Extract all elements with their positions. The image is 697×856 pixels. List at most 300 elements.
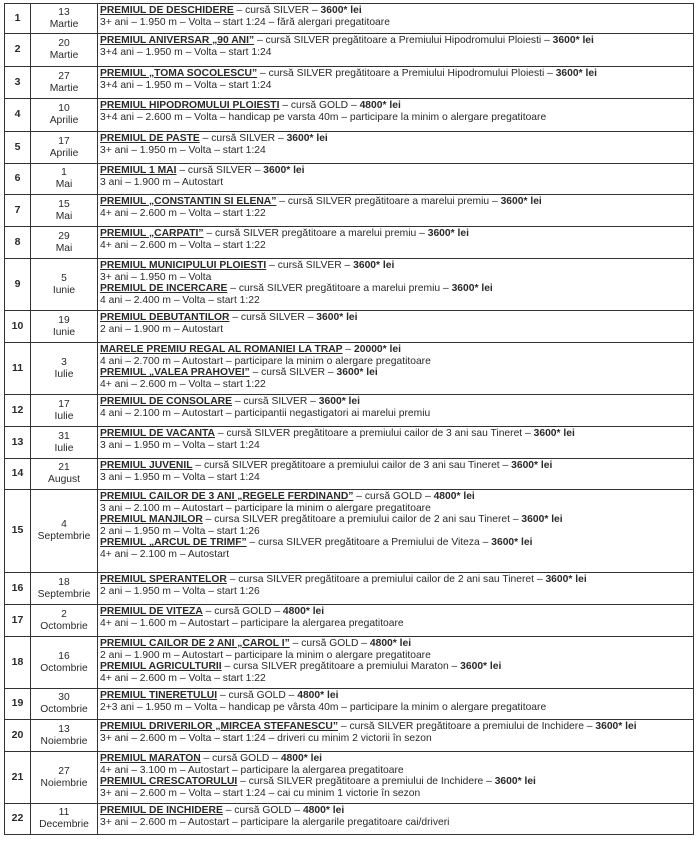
race-title: PREMIUL „ARCUL DE TRIMF” bbox=[100, 537, 247, 549]
race-details: 2+3 ani – 1.950 m – Volta – handicap pe vârsta 40m – participare la minim o alergare pregatitoare bbox=[100, 701, 547, 713]
race-number: 21 bbox=[5, 752, 31, 804]
race-date bbox=[31, 311, 98, 343]
race-day: 27 bbox=[58, 765, 70, 777]
race-date bbox=[31, 132, 98, 164]
race-line bbox=[100, 526, 691, 538]
race-line bbox=[100, 367, 691, 379]
race-title: PREMIUL DE CONSOLARE bbox=[100, 396, 232, 407]
race-line bbox=[100, 788, 691, 800]
race-title: PREMIUL MARATON bbox=[100, 753, 201, 764]
race-day: 19 bbox=[58, 314, 70, 326]
race-line bbox=[100, 80, 691, 92]
race-row bbox=[5, 689, 694, 720]
race-month: Martie bbox=[49, 18, 79, 30]
race-row bbox=[5, 752, 694, 804]
race-month: Aprilie bbox=[49, 147, 79, 159]
race-description bbox=[98, 605, 694, 637]
race-line bbox=[100, 272, 691, 284]
race-details: 3+ ani – 1.950 m – Volta – start 1:24 – fără alergari pregatitoare bbox=[100, 16, 390, 28]
race-line bbox=[100, 47, 691, 59]
race-description bbox=[98, 573, 694, 605]
race-description bbox=[98, 132, 694, 164]
race-category: – cursă GOLD – bbox=[289, 638, 370, 649]
race-category: – cursa SILVER pregătitoare a premiului Maraton – bbox=[221, 661, 461, 673]
race-number: 12 bbox=[5, 395, 31, 427]
race-title: PREMIUL DE PASTE bbox=[100, 133, 200, 144]
race-prize: 4800* lei bbox=[433, 491, 475, 502]
race-category: – bbox=[342, 344, 355, 355]
race-line bbox=[100, 344, 691, 356]
race-category: – cursă SILVER pregătitoare a marelui premiu – bbox=[227, 283, 452, 295]
race-description bbox=[98, 637, 694, 689]
race-details: 3+4 ani – 1.950 m – Volta – start 1:24 bbox=[100, 79, 272, 91]
race-month: Martie bbox=[49, 82, 79, 94]
race-description bbox=[98, 164, 694, 195]
race-description bbox=[98, 804, 694, 835]
race-number: 4 bbox=[5, 99, 31, 132]
race-category: – cursă SILVER pregătitoare a premiului de Inchidere – bbox=[237, 776, 495, 788]
race-prize: 3600* lei bbox=[545, 574, 587, 585]
race-date bbox=[31, 343, 98, 395]
race-category: – cursă SILVER pregătitoare a marelui premiu – bbox=[276, 196, 501, 207]
race-month: Mai bbox=[55, 242, 73, 254]
race-date bbox=[31, 67, 98, 99]
race-category: – cursă SILVER pregătitoare a Premiului Hipodromului Ploiesti – bbox=[257, 68, 556, 79]
race-row bbox=[5, 573, 694, 605]
race-details: 2 ani – 1.950 m – Volta – start 1:26 bbox=[100, 525, 260, 537]
race-row bbox=[5, 605, 694, 637]
race-prize: 3600* lei bbox=[595, 721, 637, 732]
race-day: 29 bbox=[58, 230, 70, 242]
race-date bbox=[31, 689, 98, 720]
race-prize: 3600* lei bbox=[555, 68, 597, 79]
race-line bbox=[100, 765, 691, 777]
race-title: PREMIUL DE INCERCARE bbox=[100, 283, 228, 295]
race-number: 9 bbox=[5, 259, 31, 311]
race-description bbox=[98, 4, 694, 34]
race-number: 13 bbox=[5, 427, 31, 459]
race-prize: 3600* lei bbox=[533, 428, 575, 439]
race-category: – cursa SILVER pregătitoare a premiului cailor de 2 ani sau Tineret – bbox=[226, 574, 546, 585]
race-row bbox=[5, 227, 694, 259]
race-line bbox=[100, 196, 691, 208]
race-line bbox=[100, 396, 691, 408]
race-line bbox=[100, 503, 691, 515]
race-category: – cursă SILVER pregătitoare a Premiului Hipodromului Ploiesti – bbox=[254, 35, 553, 46]
race-title: MARELE PREMIU REGAL AL ROMANIEI LA TRAP bbox=[100, 344, 343, 355]
race-row bbox=[5, 395, 694, 427]
race-description bbox=[98, 720, 694, 752]
race-description bbox=[98, 67, 694, 99]
race-date bbox=[31, 637, 98, 689]
race-line bbox=[100, 5, 691, 17]
race-number: 1 bbox=[5, 4, 31, 34]
race-day: 20 bbox=[58, 38, 70, 50]
race-month: Iulie bbox=[54, 442, 74, 454]
race-prize: 3600* lei bbox=[460, 661, 502, 673]
race-line bbox=[100, 440, 691, 452]
race-row bbox=[5, 804, 694, 835]
race-prize: 4800* lei bbox=[302, 805, 345, 816]
race-prize: 3600* lei bbox=[318, 396, 361, 407]
race-day: 27 bbox=[58, 70, 70, 82]
race-number: 6 bbox=[5, 164, 31, 195]
race-prize: 3600* lei bbox=[286, 133, 328, 144]
race-prize: 3600* lei bbox=[494, 776, 536, 788]
race-details: 2 ani – 1.900 m – Autostart – participare la minim o alergare pregatitoare bbox=[100, 649, 431, 661]
race-day: 13 bbox=[58, 723, 70, 735]
race-category: – cursă GOLD – bbox=[222, 805, 303, 816]
race-line bbox=[100, 208, 691, 220]
race-day: 5 bbox=[61, 272, 67, 284]
race-day: 10 bbox=[58, 103, 70, 115]
race-title: PREMIUL CAILOR DE 2 ANI „CAROL I” bbox=[100, 638, 290, 649]
race-month: Decembrie bbox=[39, 819, 89, 830]
race-title: PREMIUL MANJILOR bbox=[100, 514, 203, 526]
race-prize: 3600* lei bbox=[263, 165, 305, 176]
race-title: PREMIUL HIPODROMULUI PLOIESTI bbox=[100, 100, 280, 111]
race-description bbox=[98, 427, 694, 459]
race-details: 4+ ani – 1.600 m – Autostart – participare la alergarea pregatitoare bbox=[100, 617, 404, 629]
race-category: – cursă GOLD – bbox=[353, 491, 434, 502]
race-details: 3+4 ani – 1.950 m – Volta – start 1:24 bbox=[100, 46, 272, 58]
race-details: 3 ani – 1.950 m – Volta – start 1:24 bbox=[100, 471, 260, 483]
race-line bbox=[100, 356, 691, 368]
race-details: 3+ ani – 1.950 m – Volta – start 1:24 bbox=[100, 144, 266, 156]
race-month: August bbox=[47, 474, 81, 485]
race-row bbox=[5, 67, 694, 99]
race-date bbox=[31, 573, 98, 605]
race-day: 17 bbox=[58, 398, 70, 410]
race-day: 4 bbox=[61, 519, 67, 531]
race-day: 30 bbox=[58, 692, 70, 704]
race-number: 3 bbox=[5, 67, 31, 99]
race-row bbox=[5, 490, 694, 573]
race-row bbox=[5, 34, 694, 67]
race-month: Martie bbox=[49, 50, 79, 61]
race-category: – cursa SILVER pregătitoare a Premiului de Viteza – bbox=[246, 537, 492, 549]
race-description bbox=[98, 311, 694, 343]
race-prize: 20000* lei bbox=[354, 344, 401, 355]
race-day: 11 bbox=[58, 807, 70, 819]
race-details: 3 ani – 2.100 m – Autostart – participare la minim o alergare pregatitoare bbox=[100, 502, 431, 514]
race-line bbox=[100, 690, 691, 702]
race-details: 4 ani – 2.700 m – Autostart – participare la minim o alergare pregatitoare bbox=[100, 355, 431, 367]
race-category: – cursă SILVER pregătitoare a premiului cailor de 3 ani sau Tineret – bbox=[192, 460, 512, 471]
race-date bbox=[31, 227, 98, 259]
race-details: 4 ani – 2.100 m – Autostart – participantii negastigatori ai marelui premiu bbox=[100, 407, 431, 419]
race-row bbox=[5, 99, 694, 132]
race-category: – cursă SILVER – bbox=[266, 260, 354, 271]
race-category: – cursă SILVER pregătitoare a premiului cailor de 3 ani sau Tineret – bbox=[215, 428, 534, 439]
race-line bbox=[100, 805, 691, 817]
race-line bbox=[100, 661, 691, 673]
race-line bbox=[100, 514, 691, 526]
race-details: 4+ ani – 2.600 m – Volta – start 1:22 bbox=[100, 378, 266, 390]
race-date bbox=[31, 259, 98, 311]
race-title: PREMIUL SPERANTELOR bbox=[100, 574, 227, 585]
race-day: 15 bbox=[58, 198, 70, 210]
race-line bbox=[100, 165, 691, 177]
race-line bbox=[100, 324, 691, 336]
race-row bbox=[5, 720, 694, 752]
race-category: – cursă SILVER – bbox=[199, 133, 287, 144]
race-date bbox=[31, 34, 98, 67]
race-line bbox=[100, 260, 691, 272]
race-month: Octombrie bbox=[40, 620, 88, 632]
race-line bbox=[100, 283, 691, 295]
race-title: PREMIUL DE DESCHIDERE bbox=[100, 5, 234, 16]
race-number: 7 bbox=[5, 195, 31, 227]
race-prize: 4800* lei bbox=[359, 100, 401, 111]
race-details: 3+ ani – 2.600 m – Autostart – participare la alergarile pregatitoare cai/driveri bbox=[100, 816, 450, 828]
race-day: 1 bbox=[61, 167, 67, 179]
race-line bbox=[100, 133, 691, 145]
race-description bbox=[98, 395, 694, 427]
race-prize: 3600* lei bbox=[336, 367, 378, 379]
race-number: 22 bbox=[5, 804, 31, 835]
race-prize: 4800* lei bbox=[280, 753, 323, 764]
race-number: 20 bbox=[5, 720, 31, 752]
race-calendar-body bbox=[5, 4, 694, 835]
race-row bbox=[5, 259, 694, 311]
race-category: – cursă SILVER – bbox=[233, 5, 321, 16]
race-description bbox=[98, 459, 694, 490]
race-category: – cursă SILVER – bbox=[229, 312, 317, 323]
race-category: – cursa SILVER pregătitoare a premiului cailor de 2 ani sau Tineret – bbox=[202, 514, 522, 526]
race-details: 3+4 ani – 2.600 m – Volta – handicap pe varsta 40m – participare la minim o alergare pregatitoare bbox=[100, 111, 547, 123]
race-title: PREMIUL DE VACANTA bbox=[100, 428, 215, 439]
race-prize: 4800* lei bbox=[297, 690, 339, 701]
race-category: – cursă GOLD – bbox=[279, 100, 360, 111]
race-day: 16 bbox=[58, 650, 70, 662]
race-title: PREMIUL JUVENIL bbox=[100, 460, 193, 471]
race-month: Mai bbox=[55, 179, 73, 190]
race-line bbox=[100, 240, 691, 252]
race-line bbox=[100, 17, 691, 29]
race-line bbox=[100, 606, 691, 618]
race-title: PREMIUL ANIVERSAR „90 ANI” bbox=[100, 35, 255, 46]
race-day: 18 bbox=[58, 576, 70, 588]
race-title: PREMIUL CRESCATORULUI bbox=[100, 776, 238, 788]
race-row bbox=[5, 195, 694, 227]
race-title: PREMIUL CAILOR DE 3 ANI „REGELE FERDINAND” bbox=[100, 491, 354, 502]
race-row bbox=[5, 637, 694, 689]
race-line bbox=[100, 312, 691, 324]
race-month: Octombrie bbox=[40, 662, 88, 674]
race-day: 17 bbox=[58, 135, 70, 147]
race-month: Iunie bbox=[52, 284, 76, 296]
race-number: 2 bbox=[5, 34, 31, 67]
race-row bbox=[5, 427, 694, 459]
race-title: PREMIUL 1 MAI bbox=[100, 165, 177, 176]
race-line bbox=[100, 673, 691, 685]
race-line bbox=[100, 428, 691, 440]
race-category: – cursă SILVER – bbox=[231, 396, 319, 407]
race-date bbox=[31, 164, 98, 195]
race-date bbox=[31, 4, 98, 34]
race-title: PREMIUL „CARPATI” bbox=[100, 228, 204, 239]
race-title: PREMIUL TINERETULUI bbox=[100, 690, 218, 701]
race-line bbox=[100, 295, 691, 307]
race-prize: 3600* lei bbox=[500, 196, 542, 207]
race-details: 3 ani – 1.900 m – Autostart bbox=[100, 176, 224, 188]
race-month: Noiembrie bbox=[40, 735, 88, 747]
race-category: – cursă SILVER pregătitoare a marelui premiu – bbox=[203, 228, 428, 239]
race-description bbox=[98, 195, 694, 227]
race-line bbox=[100, 702, 691, 714]
race-category: – cursă SILVER – bbox=[249, 367, 337, 379]
race-prize: 3600* lei bbox=[353, 260, 395, 271]
race-month: Octombrie bbox=[40, 704, 88, 715]
race-line bbox=[100, 618, 691, 630]
race-prize: 3600* lei bbox=[521, 514, 563, 526]
race-date bbox=[31, 395, 98, 427]
race-row bbox=[5, 343, 694, 395]
race-title: PREMIUL MUNICIPULUI PLOIESTI bbox=[100, 260, 267, 271]
race-line bbox=[100, 491, 691, 503]
race-details: 4+ ani – 3.100 m – Autostart – participare la alergarea pregatitoare bbox=[100, 764, 404, 776]
race-line bbox=[100, 177, 691, 189]
race-date bbox=[31, 720, 98, 752]
race-line bbox=[100, 753, 691, 765]
race-line bbox=[100, 549, 691, 561]
race-date bbox=[31, 427, 98, 459]
race-date bbox=[31, 490, 98, 573]
race-row bbox=[5, 459, 694, 490]
race-prize: 3600* lei bbox=[552, 35, 594, 46]
race-line bbox=[100, 460, 691, 472]
race-prize: 3600* lei bbox=[491, 537, 533, 549]
race-line bbox=[100, 379, 691, 391]
race-number: 15 bbox=[5, 490, 31, 573]
race-prize: 4800* lei bbox=[282, 606, 325, 617]
race-row bbox=[5, 164, 694, 195]
race-number: 19 bbox=[5, 689, 31, 720]
race-number: 10 bbox=[5, 311, 31, 343]
race-title: PREMIUL AGRICULTURII bbox=[100, 661, 222, 673]
race-line bbox=[100, 574, 691, 586]
race-day: 31 bbox=[58, 430, 70, 442]
race-number: 17 bbox=[5, 605, 31, 637]
race-month: Septembrie bbox=[37, 588, 91, 600]
race-number: 18 bbox=[5, 637, 31, 689]
race-description bbox=[98, 689, 694, 720]
race-details: 4+ ani – 2.600 m – Volta – start 1:22 bbox=[100, 672, 266, 684]
race-description bbox=[98, 490, 694, 573]
race-month: Aprilie bbox=[49, 115, 79, 126]
race-details: 3+ ani – 2.600 m – Volta – start 1:24 – cai cu minim 1 victorie în sezon bbox=[100, 787, 421, 799]
race-title: PREMIUL „CONSTANTIN SI ELENA” bbox=[100, 196, 277, 207]
race-prize: 3600* lei bbox=[427, 228, 469, 239]
race-line bbox=[100, 112, 691, 124]
race-number: 11 bbox=[5, 343, 31, 395]
race-number: 14 bbox=[5, 459, 31, 490]
race-title: PREMIUL DE ÎNCHIDERE bbox=[100, 805, 223, 816]
race-number: 16 bbox=[5, 573, 31, 605]
race-details: 3+ ani – 1.950 m – Volta bbox=[100, 271, 212, 283]
race-day: 21 bbox=[58, 462, 70, 474]
race-number: 5 bbox=[5, 132, 31, 164]
race-date bbox=[31, 99, 98, 132]
race-prize: 3600* lei bbox=[320, 5, 362, 16]
race-line bbox=[100, 68, 691, 80]
race-month: Mai bbox=[55, 210, 73, 222]
race-date bbox=[31, 752, 98, 804]
race-details: 4 ani – 2.400 m – Volta – start 1:22 bbox=[100, 294, 260, 306]
race-day: 13 bbox=[58, 6, 70, 18]
race-line bbox=[100, 650, 691, 662]
race-line bbox=[100, 586, 691, 598]
race-prize: 3600* lei bbox=[316, 312, 358, 323]
race-line bbox=[100, 408, 691, 420]
race-day: 2 bbox=[61, 608, 67, 620]
race-description bbox=[98, 259, 694, 311]
race-details: 3+ ani – 2.600 m – Volta – start 1:24 – driveri cu minim 2 victorii în sezon bbox=[100, 732, 432, 744]
race-description bbox=[98, 752, 694, 804]
race-prize: 3600* lei bbox=[451, 283, 493, 295]
race-number: 8 bbox=[5, 227, 31, 259]
race-month: Iulie bbox=[54, 410, 74, 422]
race-description bbox=[98, 34, 694, 67]
race-details: 4+ ani – 2.600 m – Volta – start 1:22 bbox=[100, 207, 266, 219]
race-line bbox=[100, 817, 691, 829]
race-line bbox=[100, 145, 691, 157]
race-line bbox=[100, 35, 691, 47]
race-details: 2 ani – 1.950 m – Volta – start 1:26 bbox=[100, 585, 260, 597]
race-category: – cursă SILVER pregătitoare a premiului de Inchidere – bbox=[338, 721, 596, 732]
race-description bbox=[98, 227, 694, 259]
race-row bbox=[5, 4, 694, 34]
race-title: PREMIUL DRIVERILOR „MIRCEA STEFANESCU” bbox=[100, 721, 338, 732]
race-month: Iunie bbox=[52, 326, 76, 338]
race-prize: 4800* lei bbox=[369, 638, 412, 649]
race-date bbox=[31, 804, 98, 835]
race-row bbox=[5, 132, 694, 164]
race-line bbox=[100, 776, 691, 788]
race-date bbox=[31, 605, 98, 637]
race-line bbox=[100, 100, 691, 112]
race-description bbox=[98, 343, 694, 395]
race-month: Iulie bbox=[54, 368, 74, 380]
race-month: Noiembrie bbox=[40, 777, 88, 789]
race-day: 3 bbox=[61, 356, 67, 368]
race-prize: 3600* lei bbox=[511, 460, 553, 471]
race-title: PREMIUL DE VITEZA bbox=[100, 606, 203, 617]
race-category: – cursă GOLD – bbox=[200, 753, 281, 764]
race-date bbox=[31, 459, 98, 490]
race-details: 2 ani – 1.900 m – Autostart bbox=[100, 323, 224, 335]
race-line bbox=[100, 537, 691, 549]
race-title: PREMIUL DEBUTANTILOR bbox=[100, 312, 230, 323]
race-category: – cursă SILVER – bbox=[176, 165, 264, 176]
race-row bbox=[5, 311, 694, 343]
race-details: 4+ ani – 2.600 m – Volta – start 1:22 bbox=[100, 239, 266, 251]
race-line bbox=[100, 472, 691, 484]
race-details: 3 ani – 1.950 m – Volta – start 1:24 bbox=[100, 439, 260, 451]
race-calendar-table bbox=[4, 3, 694, 835]
race-month: Septembrie bbox=[37, 531, 91, 542]
race-date bbox=[31, 195, 98, 227]
race-line bbox=[100, 721, 691, 733]
race-description bbox=[98, 99, 694, 132]
race-title: PREMIUL „VALEA PRAHOVEI” bbox=[100, 367, 250, 379]
race-line bbox=[100, 228, 691, 240]
race-line bbox=[100, 638, 691, 650]
race-details: 4+ ani – 2.100 m – Autostart bbox=[100, 548, 230, 560]
race-title: PREMIUL „TOMA SOCOLESCU” bbox=[100, 68, 258, 79]
race-category: – cursă GOLD – bbox=[217, 690, 298, 701]
